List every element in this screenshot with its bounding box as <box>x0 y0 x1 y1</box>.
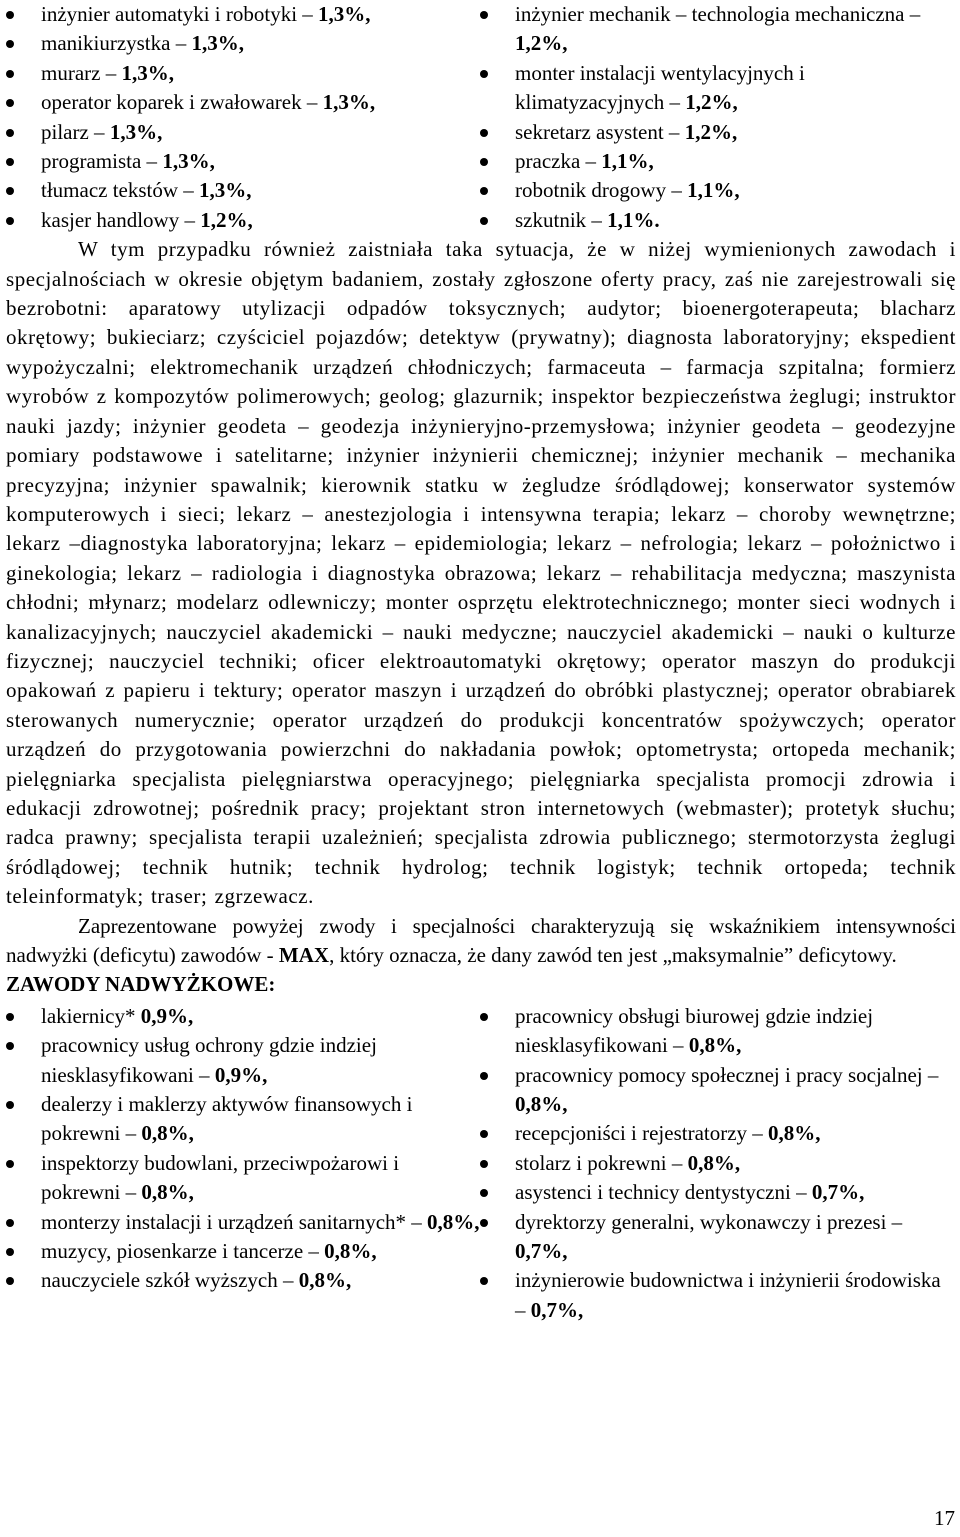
list-item: pracownicy usług ochrony gdzie indziej niesklasyfikowani – 0,9%, <box>6 1031 480 1090</box>
list-item: monter instalacji wentylacyjnych i klimatyzacyjnych – 1,2%, <box>480 59 956 118</box>
list-item: monterzy instalacji i urządzeń sanitarnych* – 0,8%, <box>6 1208 480 1237</box>
list-item: inspektorzy budowlani, przeciwpożarowi i pokrewni – 0,8%, <box>6 1149 480 1208</box>
section-heading: ZAWODY NADWYŻKOWE: <box>6 972 276 997</box>
list-item: asystenci i technicy dentystyczni – 0,7%, <box>480 1178 956 1207</box>
list-item: stolarz i pokrewni – 0,8%, <box>480 1149 956 1178</box>
list-item: pracownicy obsługi biurowej gdzie indziej niesklasyfikowani – 0,8%, <box>480 1002 956 1061</box>
list-item: operator koparek i zwałowarek – 1,3%, <box>6 88 480 117</box>
list-item: robotnik drogowy – 1,1%, <box>480 176 956 205</box>
list-item: murarz – 1,3%, <box>6 59 480 88</box>
list-item: kasjer handlowy – 1,2%, <box>6 206 480 235</box>
list-item: dyrektorzy generalni, wykonawczy i prezesi – 0,7%, <box>480 1208 956 1267</box>
surplus-list-right <box>480 1002 956 1325</box>
list-item: tłumacz tekstów – 1,3%, <box>6 176 480 205</box>
surplus-list <box>6 1002 956 1325</box>
surplus-list-left <box>6 1002 480 1325</box>
list-item: manikiurzystka – 1,3%, <box>6 29 480 58</box>
top-list <box>6 0 956 235</box>
list-item: szkutnik – 1,1%. <box>480 206 956 235</box>
list-item: praczka – 1,1%, <box>480 147 956 176</box>
list-item: inżynier automatyki i robotyki – 1,3%, <box>6 0 480 29</box>
paragraph-summary: Zaprezentowane powyżej zwody i specjalności charakteryzują się wskaźnikiem intensywności nadwyżki (deficytu) zawodów - MAX, który oznacza, że dany zawód ten jest „maksymalnie” deficytowy. <box>6 913 956 967</box>
list-item: inżynier mechanik – technologia mechaniczna – 1,2%, <box>480 0 956 59</box>
top-list-right <box>480 0 956 235</box>
list-item: nauczyciele szkół wyższych – 0,8%, <box>6 1266 480 1295</box>
page-number: 17 <box>934 1506 955 1530</box>
list-item: recepcjoniści i rejestratorzy – 0,8%, <box>480 1119 956 1148</box>
list-item: pracownicy pomocy społecznej i pracy socjalnej – 0,8%, <box>480 1061 956 1120</box>
list-item: lakiernicy* 0,9%, <box>6 1002 480 1031</box>
list-item: dealerzy i maklerzy aktywów finansowych i pokrewni – 0,8%, <box>6 1090 480 1149</box>
paragraph-deficit-occupations: W tym przypadku również zaistniała taka sytuacja, że w niżej wymienionych zawodach i specjalnościach w okresie objętym badaniem, zostały zgłoszone oferty pracy, zaś nie zarejestrowali się bezrobotni: aparatowy utylizacji odpadów toksycznych; audytor; bioenergoterapeuta; blacharz okrętowy; bukieciarz; czyściciel pojazdów; detektyw (prywatny); diagnosta laboratoryjny; ekspedient wypożyczalni; elektromechanik urządzeń chłodniczych; farmaceuta – farmacja szpitalna; formierz wyrobów z kompozytów polimerowych; geolog; glazurnik; inspektor bezpieczeństwa żeglugi; instruktor nauki jazdy; inżynier geodeta – geodezja inżynieryjno-przemysłowa; inżynier geodeta – geodezyjne pomiary podstawowe i satelitarne; inżynier inżynierii chemicznej; inżynier mechanik – mechanika precyzyjna; inżynier spawalnik; kierownik statku w żegludze śródlądowej; konserwator systemów komputerowych i sieci; lekarz – anestezjologia i intensywna terapia; lekarz – choroby wewnętrzne; lekarz –diagnostyka laboratoryjna; lekarz – epidemiologia; lekarz – nefrologia; lekarz – położnictwo i ginekologia; lekarz – radiologia i diagnostyka obrazowa; lekarz – rehabilitacja medyczna; maszynista chłodni; młynarz; modelarz odlewniczy; monter osprzętu elektrotechnicznego; monter sieci wodnych i kanalizacyjnych; nauczyciel akademicki – nauki medyczne; nauczyciel akademicki – nauki o kulturze fizycznej; nauczyciel techniki; oficer elektroautomatyki okrętowy; operator maszyn do produkcji opakowań z papieru i tektury; operator maszyn i urządzeń do obróbki plastycznej; operator obrabiarek sterowanych numerycznie; operator urządzeń do produkcji koncentratów spożywczych; operator urządzeń do przygotowania powierzchni do nakładania powłok; optometrysta; ortopeda mechanik; pielęgniarka specjalista pielęgniarstwa operacyjnego; pielęgniarka specjalista promocji zdrowia i edukacji zdrowotnej; pośrednik pracy; projektant stron internetowych (webmaster); protetyk słuchu; radca prawny; specjalista terapii uzależnień; specjalista zdrowia publicznego; stermotorzysta żeglugi śródlądowej; technik hutnik; technik hydrolog; technik logistyk; technik ortopeda; technik teleinformatyk; traser; zgrzewacz. <box>6 237 956 909</box>
list-item: sekretarz asystent – 1,2%, <box>480 118 956 147</box>
list-item: muzycy, piosenkarze i tancerze – 0,8%, <box>6 1237 480 1266</box>
list-item: inżynierowie budownictwa i inżynierii środowiska – 0,7%, <box>480 1266 956 1325</box>
top-list-left <box>6 0 480 235</box>
document-page <box>6 0 956 1325</box>
list-item: programista – 1,3%, <box>6 147 480 176</box>
list-item: pilarz – 1,3%, <box>6 118 480 147</box>
